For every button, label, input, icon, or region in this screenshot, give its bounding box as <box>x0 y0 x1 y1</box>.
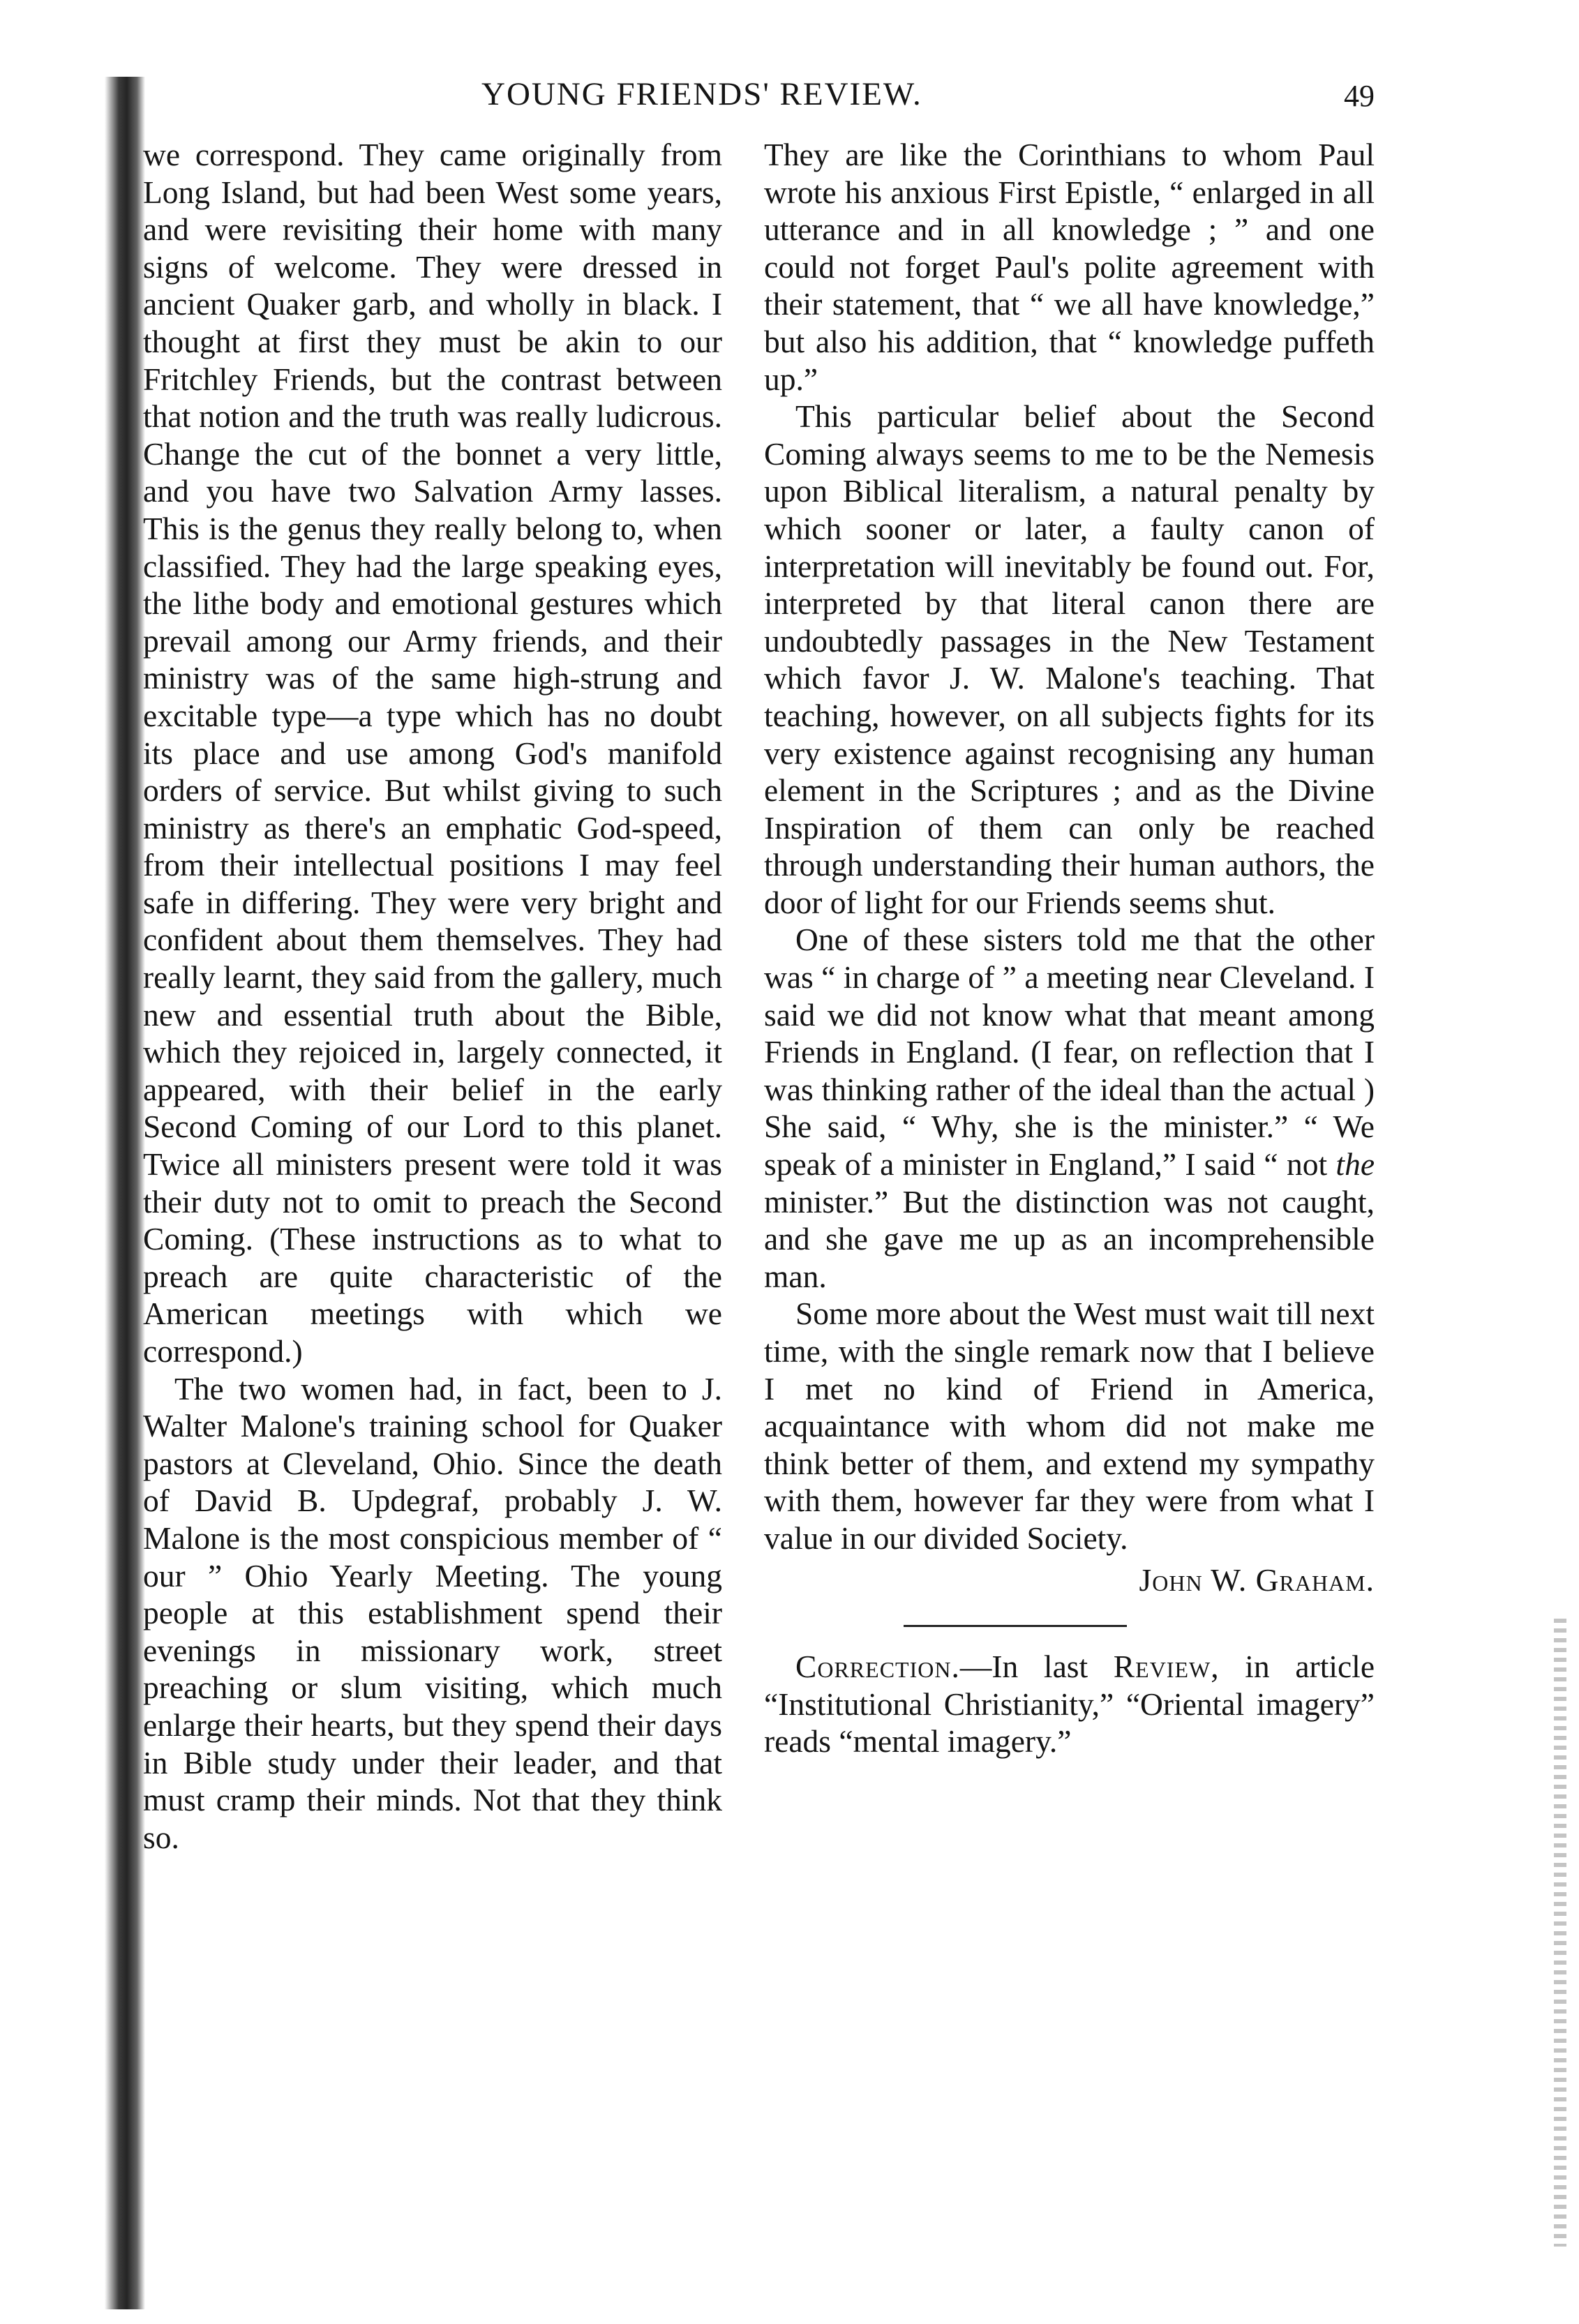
binding-shadow <box>105 77 145 2309</box>
section-divider <box>904 1625 1127 1627</box>
paragraph: we correspond. They came originally from Long Island, but had been West some years, and were revisiting their home with many signs of welcome. They were dressed in ancient Quaker garb, and wholly in black. I thought at first they must be akin to our Fritchley Friends, but the contrast between that notion and the truth was really ludicrous. Change the cut of the bonnet a very little, and you have two Salvation Army lasses. This is the genus they really belong to, when classified. They had the large speaking eyes, the lithe body and emotional gestures which prevail among our Army friends, and their ministry was of the same high-strung and excitable type—a type which has no doubt its place and use among God's manifold orders of service. But whilst giving to such ministry as there's an emphatic God-speed, from their intellectual positions I may feel safe in differing. They were very bright and confident about them themselves. They had really learnt, they said from the gallery, much new and essential truth about the Bible, which they rejoiced in, largely connected, it appeared, with their belief in the early Second Coming of our Lord to this planet. Twice all ministers present were told it was their duty not to omit to preach the Second Coming. (These instructions as to what to preach are quite characteristic of the American meetings with which we correspond.) <box>143 137 722 1369</box>
right-column <box>764 136 1375 1760</box>
page-edge-marks <box>1554 1619 1566 2247</box>
running-title: YOUNG FRIENDS' REVIEW. <box>481 76 922 112</box>
paragraph-text: minister.” But the distinction was not caught, and she gave me up as an incomprehensible man. <box>764 1183 1375 1294</box>
paragraph: They are like the Corinthians to whom Paul wrote his anxious First Epistle, “ enlarged in all utterance and in all knowledge ; ” and one could not forget Paul's polite agreement with their statement, that “ we all have knowledge,” but also his addition, that “ knowledge puffeth up.” <box>764 137 1375 397</box>
left-column <box>143 136 722 1856</box>
correction-note <box>764 1648 1375 1760</box>
review-reference: Review, <box>1113 1649 1220 1685</box>
author-signature: John W. Graham. <box>1139 1561 1375 1598</box>
paragraph-text: One of these sisters told me that the other was “ in charge of ” a meeting near Cleveland. I said we did not know what that meant among Friends in England. (I fear, on reflection that I was thinking rather of the ideal than the actual ) She said, “ Why, she is the minister.” “ We speak of a minister in England,” I said “ not <box>764 922 1375 1183</box>
correction-text: in article “Institutional Christianity,” “Oriental imagery” reads “mental imagery.” <box>764 1649 1375 1760</box>
paragraph: Some more about the West must wait till next time, with the single remark now that I believe I met no kind of Friend in America, acquaintance with whom did not make me think better of them, and extend my sympathy with them, however far they were from what I value in our divided Society. <box>764 1296 1375 1556</box>
italic-emphasis: the <box>1335 1146 1375 1183</box>
page-number: 49 <box>1344 79 1375 113</box>
correction-label: Correction. <box>795 1649 960 1685</box>
paragraph: The two women had, in fact, been to J. Walter Malone's training school for Quaker pastors at Cleveland, Ohio. Since the death of David B. Updegraf, probably J. W. Malone is the most conspicious member of “ our ” Ohio Yearly Meeting. The young people at this establishment spend their evenings in missionary work, street preaching or slum visiting, which much enlarge their hearts, but they spend their days in Bible study under their leader, and that must cramp their minds. Not that they think so. <box>143 1370 722 1855</box>
page-header <box>140 75 1375 124</box>
correction-text: —In last <box>959 1649 1088 1685</box>
paragraph <box>764 921 1375 1295</box>
paragraph: This particular belief about the Second Coming always seems to me to be the Nemesis upon Biblical literalism, a natural penalty by which sooner or later, a faulty canon of interpretation will inevitably be found out. For, interpreted by that literal canon there are undoubtedly passages in the New Testament which favor J. W. Malone's teaching. That teaching, however, on all subjects fights for its very existence against recognising any human element in the Scriptures ; and as the Divine Inspiration of them can only be reached through understanding their human authors, the door of light for our Friends seems shut. <box>764 398 1375 920</box>
